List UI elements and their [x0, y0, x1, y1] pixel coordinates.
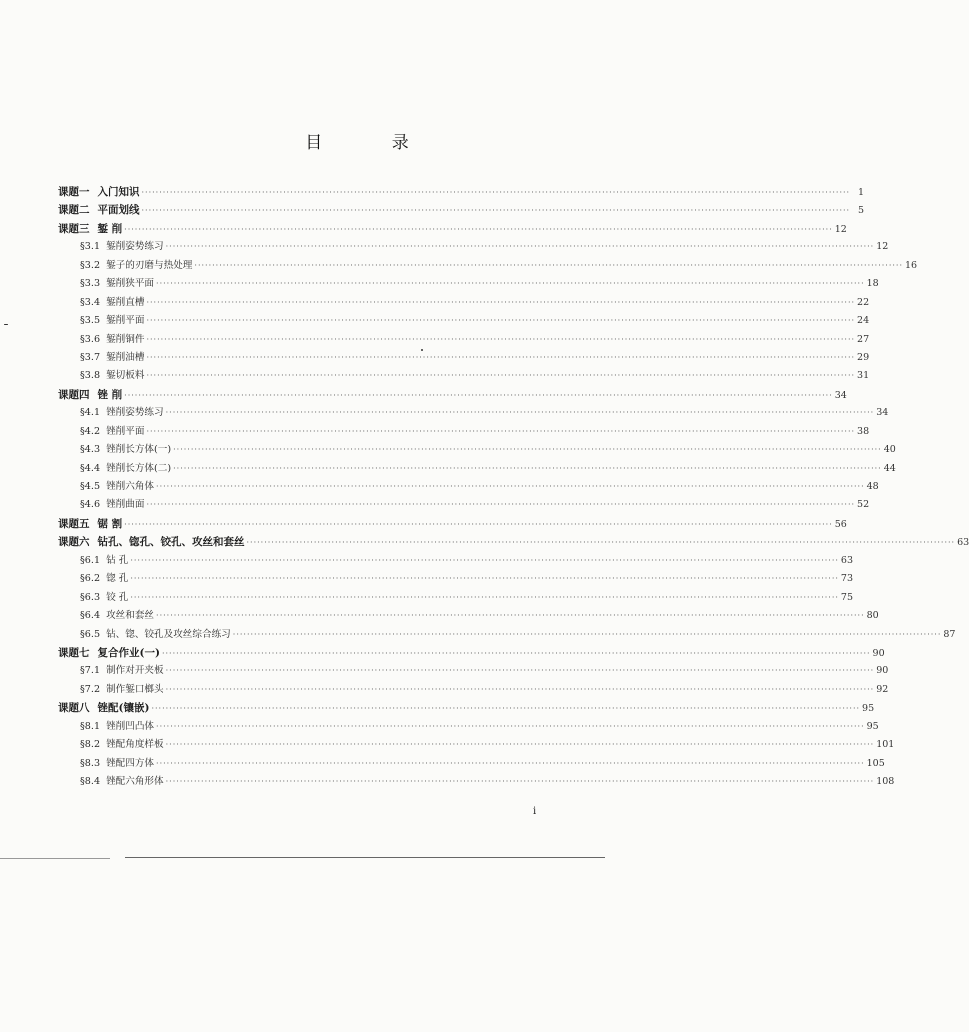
toc-entry-number: §8.2: [80, 739, 101, 751]
toc-entry-title: 铰 孔: [106, 591, 129, 603]
toc-entry-number: §3.3: [80, 278, 101, 290]
toc-entry-page: 105: [866, 757, 885, 769]
toc-entry-title: 锉削姿势练习: [106, 407, 164, 419]
page-title: 目 录: [305, 133, 441, 153]
toc-leader-dots: ········································································································································································································: [146, 500, 856, 510]
toc-entry-number: §3.7: [80, 351, 101, 363]
toc-section-row: [58, 404, 889, 422]
toc-leader-dots: ········································································································································································································: [165, 666, 875, 676]
toc-entry-title: 錾削油槽: [106, 351, 145, 363]
toc-entry-number: §8.3: [80, 757, 101, 769]
toc-entry-number: §4.1: [80, 407, 101, 419]
toc-entry-number: 课题一: [58, 186, 90, 198]
toc-entry-title: 錾削姿势练习: [106, 241, 164, 253]
toc-entry-number: 课题二: [58, 204, 90, 217]
toc-entry-number: §3.4: [80, 296, 101, 308]
toc-entry-page: 90: [872, 647, 885, 659]
toc-lesson-row: [58, 201, 865, 219]
toc-section-row: [58, 312, 870, 330]
toc-leader-dots: ········································································································································································································: [146, 426, 856, 436]
toc-leader-dots: ········································································································································································································: [130, 555, 839, 565]
toc-entry-page: 38: [857, 425, 870, 437]
toc-lesson-row: [58, 644, 885, 662]
toc-entry-number: §3.2: [80, 259, 101, 271]
toc-entry-title: 钻 孔: [106, 554, 129, 566]
toc-lesson-row: [58, 699, 875, 717]
toc-entry-number: §4.3: [80, 444, 101, 456]
toc-entry-page: 95: [866, 720, 879, 732]
toc-lesson-row: [58, 515, 847, 533]
toc-entry-number: §6.2: [80, 573, 101, 585]
toc-section-row: [58, 626, 956, 644]
toc-entry-title: 锉配四方体: [106, 757, 155, 769]
toc-entry-number: §8.1: [80, 720, 101, 732]
toc-entry-page: 22: [857, 296, 870, 308]
toc-section-row: [58, 238, 889, 256]
toc-section-row: [58, 349, 870, 367]
scan-speck: [421, 349, 423, 351]
toc-leader-dots: ········································································································································································································: [232, 629, 942, 639]
toc-entry-page: 27: [857, 333, 870, 345]
toc-leader-dots: ········································································································································································································: [151, 704, 861, 714]
toc-entry-title: 錾削平面: [106, 315, 145, 327]
toc-leader-dots: ········································································································································································································: [156, 758, 865, 768]
toc-entry-number: §8.4: [80, 776, 101, 787]
toc-entry-number: 课题六: [58, 536, 90, 549]
toc-section-row: [58, 257, 918, 275]
toc-entry-title: 入门知识: [97, 186, 140, 198]
toc-entry-page: 52: [857, 499, 870, 511]
toc-entry-page: 63: [840, 554, 853, 566]
toc-entry-page: 5: [858, 205, 865, 217]
toc-entry-number: 课题五: [58, 517, 90, 530]
bottom-rule-main: [125, 857, 605, 858]
toc-lesson-row: [58, 183, 865, 201]
toc-leader-dots: ········································································································································································································: [156, 482, 865, 491]
toc-entry-page: 34: [876, 407, 889, 419]
toc-entry-page: 12: [834, 223, 847, 235]
toc-leader-dots: ········································································································································································································: [161, 648, 871, 658]
toc-entry-title: 锉配角度样板: [106, 739, 164, 751]
toc-leader-dots: ········································································································································································································: [173, 463, 882, 473]
toc-section-row: [58, 607, 879, 625]
toc-entry-page: 75: [840, 591, 853, 603]
toc-leader-dots: ········································································································································································································: [124, 519, 833, 529]
toc-lesson-row: [58, 386, 847, 404]
toc-entry-title: 钻孔、锪孔、铰孔、攻丝和套丝: [97, 536, 245, 549]
toc-leader-dots: ········································································································································································································: [173, 445, 882, 455]
toc-entry-page: 101: [876, 739, 895, 751]
toc-entry-title: 錾削铜件: [106, 333, 145, 345]
toc-entry-page: 48: [866, 481, 879, 492]
toc-leader-dots: ········································································································································································································: [165, 408, 875, 418]
toc-section-row: [58, 718, 879, 736]
toc-entry-title: 复合作业(一): [97, 646, 160, 659]
toc-entry-title: 锉 削: [97, 388, 123, 401]
toc-leader-dots: ········································································································································································································: [146, 352, 856, 362]
toc-entry-page: 34: [834, 389, 847, 401]
toc-leader-dots: ········································································································································································································: [194, 260, 903, 270]
toc-entry-page: 18: [866, 278, 879, 290]
toc-entry-title: 锉削平面: [106, 425, 145, 437]
toc-entry-number: §4.2: [80, 425, 101, 437]
toc-section-row: [58, 736, 895, 754]
toc-entry-page: 73: [840, 573, 853, 585]
toc-section-row: [58, 478, 879, 496]
toc-entry-number: §4.4: [80, 462, 101, 474]
toc-leader-dots: ········································································································································································································: [130, 574, 839, 584]
toc-entry-number: §7.1: [80, 665, 101, 677]
toc-entry-title: 錾 削: [97, 222, 123, 235]
toc-entry-title: 锉配(镶嵌): [97, 702, 150, 715]
toc-section-row: [58, 423, 870, 441]
toc-entry-number: 课题七: [58, 646, 90, 659]
toc-leader-dots: ········································································································································································································: [246, 538, 956, 548]
toc-leader-dots: ········································································································································································································: [165, 684, 875, 694]
toc-entry-title: 攻丝和套丝: [106, 610, 155, 622]
toc-entry-number: §7.2: [80, 683, 101, 695]
toc-entry-title: 錾子的刃磨与热处理: [106, 259, 193, 271]
toc-entry-number: §3.1: [80, 241, 101, 253]
toc-section-row: [58, 441, 896, 459]
toc-entry-number: §3.5: [80, 315, 101, 327]
toc-leader-dots: ········································································································································································································: [141, 188, 851, 197]
toc-leader-dots: ········································································································································································································: [165, 777, 875, 786]
toc-entry-page: 29: [857, 351, 870, 363]
toc-entry-page: 80: [866, 610, 879, 622]
toc-entry-number: §3.8: [80, 370, 101, 382]
toc-leader-dots: ········································································································································································································: [146, 297, 856, 307]
toc-entry-page: 31: [857, 370, 870, 382]
toc-entry-page: 56: [834, 518, 847, 530]
toc-entry-title: 锪 孔: [106, 573, 129, 585]
toc-leader-dots: ········································································································································································································: [146, 371, 856, 381]
toc-leader-dots: ········································································································································································································: [146, 316, 856, 326]
toc-section-row: [58, 294, 870, 312]
toc-entry-title: 钻、锪、铰孔及攻丝综合练习: [106, 628, 231, 640]
toc-entry-number: §3.6: [80, 333, 101, 345]
toc-entry-page: 108: [876, 776, 895, 787]
toc-leader-dots: ········································································································································································································: [146, 334, 856, 344]
toc-entry-number: 课题八: [58, 702, 90, 715]
toc-entry-title: 錾削直槽: [106, 296, 145, 308]
toc-leader-dots: ········································································································································································································: [165, 242, 875, 252]
toc-leader-dots: ········································································································································································································: [124, 390, 833, 400]
toc-leader-dots: ········································································································································································································: [124, 224, 833, 234]
toc-entry-number: 课题三: [58, 222, 90, 235]
toc-section-row: [58, 589, 853, 607]
toc-section-row: [58, 755, 885, 773]
toc-entry-number: 课题四: [58, 388, 90, 401]
toc-section-row: [58, 662, 889, 680]
toc-section-row: [58, 367, 870, 385]
toc-entry-page: 40: [883, 444, 896, 456]
toc-entry-title: 錾切板料: [106, 370, 145, 382]
toc-entry-title: 锉配六角形体: [106, 776, 164, 787]
toc-entry-title: 锯 割: [97, 517, 123, 530]
scan-speck: [4, 324, 8, 325]
toc-entry-number: §6.1: [80, 554, 101, 566]
toc-section-row: [58, 460, 896, 478]
toc-entry-title: 锉削凹凸体: [106, 720, 155, 732]
toc-section-row: [58, 552, 853, 570]
toc-leader-dots: ········································································································································································································: [156, 721, 865, 731]
toc-entry-number: §6.3: [80, 591, 101, 603]
toc-entry-page: 92: [876, 683, 889, 695]
toc-entry-number: §4.6: [80, 499, 101, 511]
toc-section-row: [58, 331, 870, 349]
toc-entry-title: 锉削六角体: [106, 481, 155, 492]
toc-leader-dots: ········································································································································································································: [141, 206, 851, 216]
toc-leader-dots: ········································································································································································································: [130, 592, 839, 602]
toc-section-row: [58, 681, 889, 699]
toc-leader-dots: ········································································································································································································: [165, 740, 875, 750]
bottom-rule-left: [0, 858, 110, 859]
toc-entry-title: 錾削狭平面: [106, 278, 155, 290]
toc-entry-page: 63: [957, 537, 969, 549]
toc-entry-number: §6.4: [80, 610, 101, 622]
toc-entry-page: 1: [858, 187, 865, 198]
toc-entry-title: 制作对开夹板: [106, 665, 164, 677]
toc-entry-page: 90: [876, 665, 889, 677]
toc-entry-title: 锉削长方体(二): [106, 462, 172, 474]
toc-entry-title: 锉削长方体(一): [106, 444, 172, 456]
toc-entry-title: 制作錾口榔头: [106, 683, 164, 695]
toc-entry-title: 平面划线: [97, 204, 140, 217]
toc-entry-page: 95: [862, 703, 875, 715]
toc-leader-dots: ········································································································································································································: [156, 611, 865, 621]
toc-leader-dots: ········································································································································································································: [156, 279, 865, 289]
toc-entry-number: §6.5: [80, 628, 101, 640]
toc-entry-number: §4.5: [80, 481, 101, 492]
toc-entry-page: 44: [883, 462, 896, 474]
toc-entry-page: 12: [876, 241, 889, 253]
toc-section-row: [58, 570, 853, 588]
toc-section-row: [58, 275, 879, 293]
page-number: i: [533, 806, 537, 817]
toc-entry-title: 锉削曲面: [106, 499, 145, 511]
toc-lesson-row: [58, 220, 847, 238]
toc-section-row: [58, 496, 870, 514]
toc-entry-page: 16: [905, 259, 918, 271]
toc-lesson-row: [58, 533, 969, 551]
table-of-contents: [58, 183, 969, 791]
toc-entry-page: 24: [857, 315, 870, 327]
toc-entry-page: 87: [943, 628, 956, 640]
toc-section-row: [58, 773, 895, 791]
